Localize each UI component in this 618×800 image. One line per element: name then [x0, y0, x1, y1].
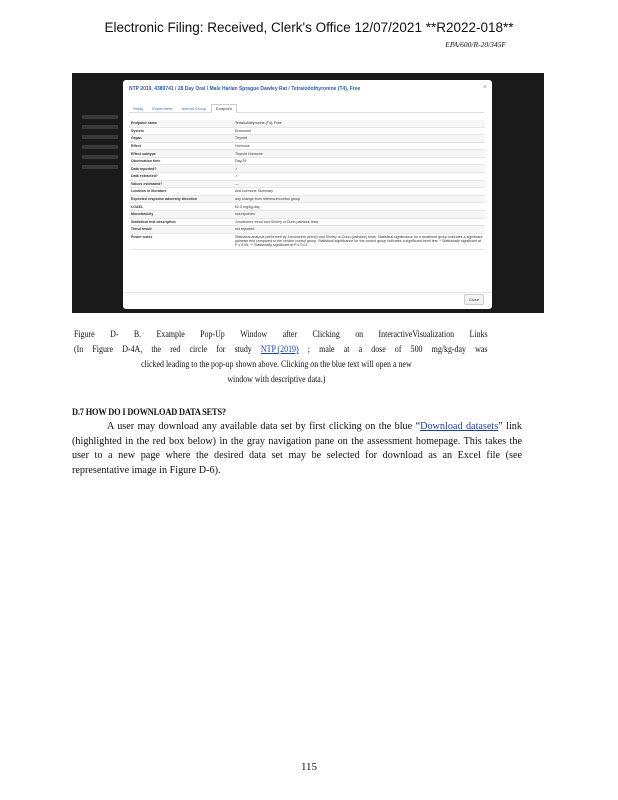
figure-caption: [74, 327, 488, 387]
tab-animal-group[interactable]: Animal Group: [181, 106, 206, 111]
row-label: Power notes: [129, 233, 233, 249]
row-value: Thyroid Hormone: [233, 150, 485, 158]
popup-tabs: [129, 104, 484, 113]
row-value: not-reported: [233, 210, 485, 218]
close-button[interactable]: Close: [464, 294, 484, 305]
caption-word: for: [216, 344, 226, 354]
section-heading: D.7 HOW DO I DOWNLOAD DATA SETS?: [72, 408, 226, 418]
filing-header: Electronic Filing: Received, Clerk's Office 12/07/2021 **R2022-018**: [104, 20, 514, 35]
row-label: Effect: [129, 142, 233, 150]
caption-word: circle: [189, 344, 208, 354]
row-value: Statistical analysis performed by Jonckheere (trend) and Shirley or Dunn (pairwise) tests. Statistical significance for a treatment group indicates a significant pairwise test compared to the vehicle control group. Statistical significance for the control group indicates a significant trend test. * Statistically significant at P ≤ 0.05; ** Statistically significant at P ≤ 0.01: [233, 233, 485, 249]
caption-word: Clicking: [312, 329, 340, 339]
row-label: Expected response adversity direction: [129, 195, 233, 203]
popup-title: NTP 2019, 4389741 / 28 Day Oral / Male Harlan Sprague Dawley Rat / Tetraiodothyronine (T4), Free: [129, 86, 361, 92]
caption-line-1: [74, 327, 488, 342]
row-value: Endocrine: [233, 127, 485, 135]
table-row: [129, 188, 485, 196]
table-row: [129, 226, 485, 234]
popup-window: [123, 80, 492, 309]
caption-word: (In: [74, 344, 84, 354]
row-label: Data extracted?: [129, 173, 233, 181]
caption-word: of: [394, 344, 402, 354]
caption-word: Pop-Up: [200, 329, 225, 339]
caption-word: Window: [240, 329, 268, 339]
caption-word: Example: [156, 329, 185, 339]
page-number: 115: [300, 761, 318, 773]
tab-experiment[interactable]: Experiment: [152, 106, 173, 111]
para-text-a: A user may download any available data set by first clicking on the blue “: [107, 421, 421, 432]
table-row: [129, 195, 485, 203]
document-id: EPA/600/R-20/345F: [445, 40, 506, 49]
row-value: Jonckheere trend and Shirley or Dunn pairwise tests: [233, 218, 485, 226]
table-row: [129, 135, 485, 143]
para-text-b: ” link (highlighted in the red box below) in the gray navigation pane on the assessment homepage. This takes the user to a new page where the desired data set may be selected for download as an Excel file (see representative image in Figure D-6).: [72, 421, 522, 476]
caption-line-2: [74, 342, 488, 357]
caption-word: after: [282, 329, 298, 339]
caption-word: 500: [410, 344, 423, 354]
caption-word: Links: [469, 329, 488, 339]
caption-word: study: [234, 344, 252, 354]
row-value: Anti-hormone Summary: [233, 188, 485, 196]
row-label: Organ: [129, 135, 233, 143]
popup-screenshot: [72, 73, 544, 313]
caption-word: InteractiveVisualization: [378, 329, 455, 339]
row-label: LOAEL: [129, 203, 233, 211]
caption-word: B.: [133, 329, 142, 339]
row-value: Hormone: [233, 142, 485, 150]
table-row: [129, 203, 485, 211]
row-value: —: [233, 180, 485, 188]
endpoint-table: [129, 120, 485, 250]
row-label: Endpoint name: [129, 120, 233, 127]
table-row: [129, 165, 485, 173]
caption-word: Figure: [74, 329, 95, 339]
caption-word: a: [358, 344, 363, 354]
tab-endpoint[interactable]: Endpoint: [211, 104, 237, 113]
table-row: [129, 180, 485, 188]
row-value: not reported: [233, 226, 485, 234]
section-paragraph: [72, 420, 522, 478]
table-row: [129, 120, 485, 127]
row-value: 62.5 mg/kg-day: [233, 203, 485, 211]
row-label: Location in literature: [129, 188, 233, 196]
download-datasets-link[interactable]: Download datasets: [420, 421, 499, 432]
table-row: [129, 233, 485, 249]
ntp-2019-link[interactable]: NTP (2019): [260, 344, 299, 354]
row-value: any change from reference/control group: [233, 195, 485, 203]
caption-word: ;: [307, 344, 311, 354]
caption-word: Figure: [92, 344, 114, 354]
row-label: Trend result: [129, 226, 233, 234]
table-row: [129, 142, 485, 150]
caption-word: was: [475, 344, 488, 354]
row-label: Observation time: [129, 157, 233, 165]
caption-word: mg/kg-day: [431, 344, 466, 354]
popup-footer: [123, 292, 492, 309]
row-label: Values estimated?: [129, 180, 233, 188]
caption-word: the: [151, 344, 162, 354]
caption-line-3: clicked leading to the pop-up shown above. Clicking on the blue text will open a new: [141, 359, 412, 369]
background-nav: [82, 115, 122, 235]
row-value: Day 29: [233, 157, 485, 165]
caption-word: D-: [110, 329, 119, 339]
row-label: Monotonicity: [129, 210, 233, 218]
close-icon[interactable]: ×: [482, 84, 487, 91]
caption-word: at: [343, 344, 350, 354]
table-row: [129, 157, 485, 165]
row-value: ✓: [233, 165, 485, 173]
caption-line-4: window with descriptive data.): [227, 374, 326, 384]
row-label: Statistical test description: [129, 218, 233, 226]
table-row: [129, 150, 485, 158]
table-row: [129, 127, 485, 135]
row-label: Data reported?: [129, 165, 233, 173]
row-label: Effect subtype: [129, 150, 233, 158]
caption-word: red: [170, 344, 181, 354]
caption-word: D-4A,: [122, 344, 143, 354]
caption-word: on: [355, 329, 364, 339]
row-value: ✓: [233, 173, 485, 181]
table-row: [129, 218, 485, 226]
caption-word: male: [319, 344, 335, 354]
table-row: [129, 173, 485, 181]
row-value: Tetraiodothyronine (T4), Free: [233, 120, 485, 127]
tab-study[interactable]: Study: [133, 106, 144, 111]
row-value: Thyroid: [233, 135, 485, 143]
row-label: System: [129, 127, 233, 135]
table-row: [129, 210, 485, 218]
caption-word: dose: [371, 344, 386, 354]
